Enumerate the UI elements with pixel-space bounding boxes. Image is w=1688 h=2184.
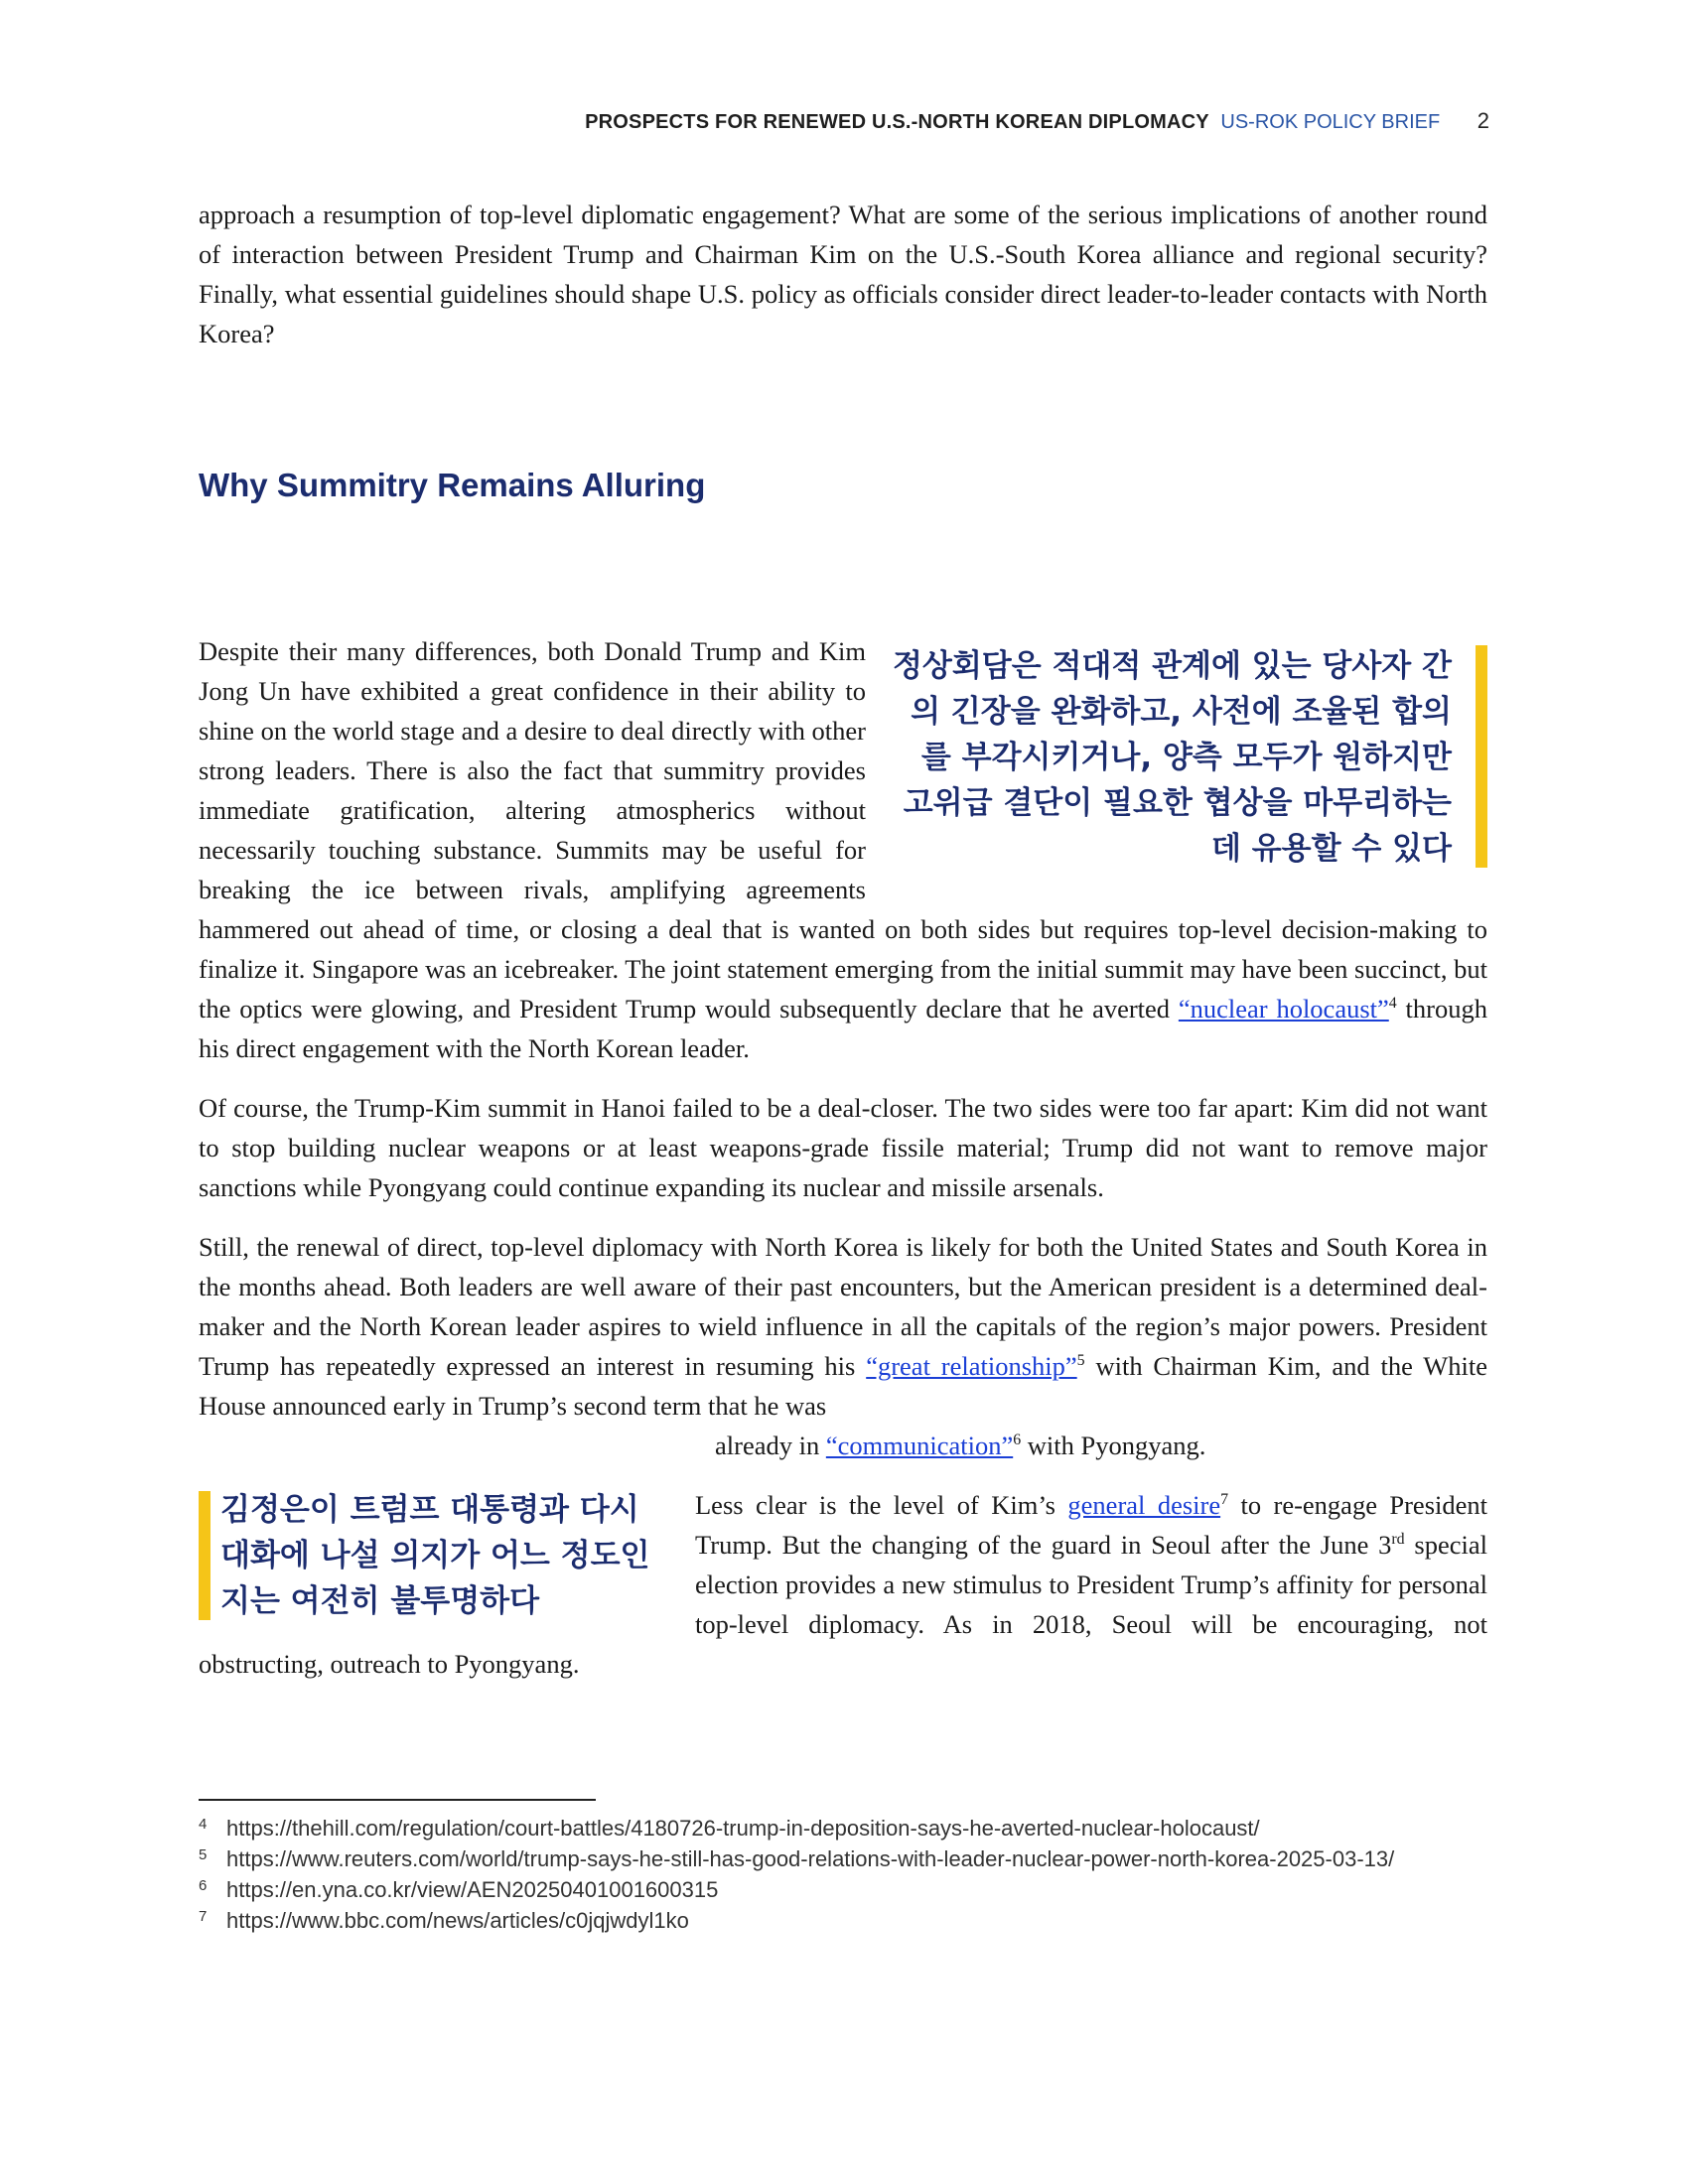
ordinal-suffix: rd	[1391, 1531, 1405, 1549]
paragraph-1	[199, 631, 1487, 1068]
footnote-divider	[199, 1799, 596, 1801]
paragraph-4	[199, 1485, 1487, 1684]
paragraph-3-continued	[199, 1426, 1487, 1465]
link-great-relationship[interactable]: “great relationship”	[866, 1351, 1077, 1381]
header-kicker: PROSPECTS FOR RENEWED U.S.-NORTH KOREAN DIPLOMACY	[585, 111, 1209, 133]
paragraph-3-mid: with Chairman Kim, and the White House announced early in Trump’s second term that he was	[199, 1351, 1487, 1421]
page-number: 2	[1477, 108, 1489, 133]
footnotes	[199, 1813, 1489, 1936]
footnote-number: 5	[199, 1846, 208, 1863]
paragraph-4-text: to re-engage President Trump. But the changing of the guard in Seoul after the June 3	[695, 1490, 1487, 1560]
paragraph-3-end: with Pyongyang.	[1021, 1431, 1206, 1460]
paragraph-1-text: Despite their many differences, both Donald Trump and Kim Jong Un have exhibited a great confidence in their ability to shine on the world stage and a desire to deal directly with other strong leaders. There is also the fact that summitry provides immediate gratification, altering atmospherics without necessarily touching substance. Summits may be useful for breaking the ice between rivals, amplifying agreements hammered out ahead of time, or closing a deal that is wanted on both sides but requires top-level decision-making to finalize it. Singapore was an icebreaker. The joint statement emerging from the initial summit may have been succinct, but the optics were glowing, and President Trump would subsequently declare that he averted	[199, 636, 1487, 1024]
footnote-5	[199, 1843, 1489, 1874]
section-heading: Why Summitry Remains Alluring	[199, 467, 706, 503]
header-brand: US-ROK POLICY BRIEF	[1220, 111, 1441, 133]
intro-paragraph: approach a resumption of top-level diplomatic engagement? What are some of the serious implications of another round of interaction between President Trump and Chairman Kim on the U.S.-South Korea alliance and regional security? Finally, what essential guidelines should shape U.S. policy as officials consider direct leader-to-leader contacts with North Korea?	[199, 200, 1487, 348]
link-nuclear-holocaust[interactable]: “nuclear holocaust”	[1178, 994, 1389, 1024]
paragraph-1-end: through his direct engagement with the North Korean leader.	[199, 994, 1487, 1063]
link-general-desire[interactable]: general desire	[1067, 1490, 1221, 1520]
link-communication[interactable]: “communication”	[825, 1431, 1014, 1460]
accent-bar	[199, 1491, 211, 1620]
footnote-ref-7: 7	[1220, 1491, 1229, 1509]
paragraph-4-pre: Less clear is the level of Kim’s	[695, 1490, 1068, 1520]
paragraph-2: Of course, the Trump-Kim summit in Hanoi failed to be a deal-closer. The two sides were too far apart: Kim did not want to stop building nuclear weapons or at least weapons-grade fissile material; Trump did not want to remove major sanctions while Pyongyang could continue expanding its nuclear and missile arsenals.	[199, 1093, 1487, 1202]
footnote-number: 4	[199, 1816, 208, 1833]
pull-quote-right-text: 정상회담은 적대적 관계에 있는 당사자 간의 긴장을 완화하고, 사전에 조율된 합의를 부각시키거나, 양측 모두가 원하지만 고위급 결단이 필요한 협상을 마무리하는 데 유용할 수 있다	[892, 648, 1452, 867]
footnote-url[interactable]: https://en.yna.co.kr/view/AEN20250401001600315	[226, 1877, 719, 1902]
intro-paragraph-block	[199, 195, 1487, 353]
footnote-6	[199, 1874, 1489, 1905]
pull-quote-right	[892, 643, 1487, 872]
pull-quote-left	[199, 1487, 675, 1624]
footnote-ref-5: 5	[1076, 1352, 1085, 1370]
footnote-number: 6	[199, 1877, 208, 1894]
paragraph-3-text: Still, the renewal of direct, top-level diplomacy with North Korea is likely for both the United States and South Korea in the months ahead. Both leaders are well aware of their past encounters, but the American president is a determined deal-maker and the North Korean leader aspires to wield influence in all the capitals of the region’s major powers. President Trump has repeatedly expressed an interest in resuming his	[199, 1232, 1487, 1381]
footnote-ref-4: 4	[1388, 995, 1397, 1013]
footnote-url[interactable]: https://www.bbc.com/news/articles/c0jqjwdyl1ko	[226, 1908, 689, 1933]
footnote-7	[199, 1905, 1489, 1936]
footnote-url[interactable]: https://www.reuters.com/world/trump-says-he-still-has-good-relations-with-leader-nuclear-power-north-korea-2025-03-13/	[226, 1846, 1395, 1871]
footnote-ref-6: 6	[1013, 1432, 1022, 1449]
paragraph-3-line2-pre: already in	[715, 1431, 826, 1460]
section-body	[199, 631, 1487, 1684]
pull-quote-left-text: 김정은이 트럼프 대통령과 다시 대화에 나설 의지가 어느 정도인지는 여전히 불투명하다	[220, 1492, 650, 1619]
footnote-number: 7	[199, 1908, 208, 1925]
running-header	[199, 107, 1489, 136]
paragraph-3	[199, 1227, 1487, 1426]
footnote-url[interactable]: https://thehill.com/regulation/court-battles/4180726-trump-in-deposition-says-he-averted-nuclear-holocaust/	[226, 1816, 1260, 1841]
footnote-4	[199, 1813, 1489, 1843]
accent-bar	[1476, 645, 1487, 868]
paragraph-4-end: special election provides a new stimulus to President Trump’s affinity for personal top-level diplomacy. As in 2018, Seoul will be encouraging, not obstructing, outreach to Pyongyang.	[199, 1530, 1487, 1679]
